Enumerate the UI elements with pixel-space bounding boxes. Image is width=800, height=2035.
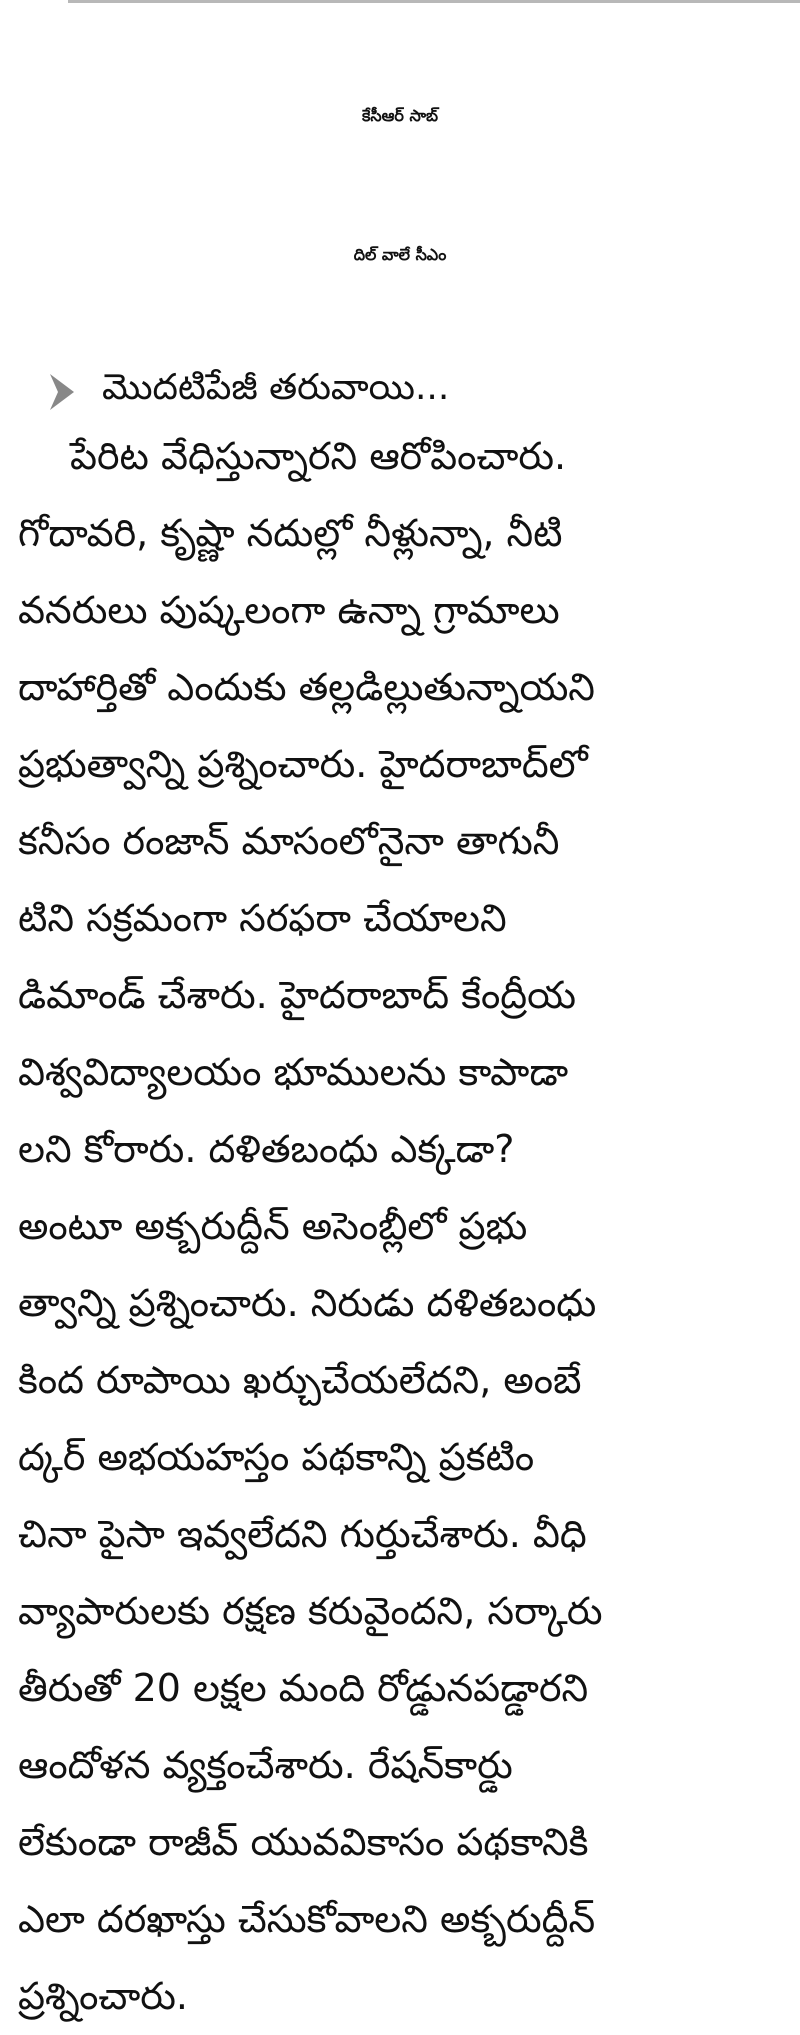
body-line: లేకుండా రాజీవ్ యువవికాసం పథకానికి bbox=[18, 1820, 589, 1864]
continuation-label: మొదటిపేజీ తరువాయి... bbox=[102, 367, 450, 408]
headline-line-2: దిల్ వాలే సీఎం bbox=[353, 245, 447, 264]
body-line: టిని సక్రమంగా సరఫరా చేయాలని bbox=[18, 896, 507, 940]
body-line: ప్రభుత్వాన్ని ప్రశ్నించారు. హైదరాబాద్‌లో bbox=[18, 742, 588, 786]
continuation-marker bbox=[48, 364, 449, 420]
body-line: ప్రశ్నించారు. bbox=[18, 1974, 189, 2018]
body-line: వనరులు పుష్కలంగా ఉన్నా గ్రామాలు bbox=[18, 588, 560, 632]
body-line: దాహార్తితో ఎందుకు తల్లడిల్లుతున్నాయని bbox=[18, 665, 595, 709]
top-rule bbox=[68, 0, 800, 3]
body-line: లని కోరారు. దళితబంధు ఎక్కడా? bbox=[18, 1127, 515, 1171]
body-line: త్వాన్ని ప్రశ్నించారు. నిరుడు దళితబంధు bbox=[18, 1281, 597, 1325]
body-line: డిమాండ్ చేశారు. హైదరాబాద్ కేంద్రీయ bbox=[18, 973, 576, 1017]
body-line: ఆందోళన వ్యక్తంచేశారు. రేషన్‌కార్డు bbox=[18, 1743, 513, 1787]
body-line: వ్యాపారులకు రక్షణ కరువైందని, సర్కారు bbox=[18, 1589, 603, 1633]
body-line: ద్కర్ అభయహస్తం పథకాన్ని ప్రకటిం bbox=[18, 1435, 535, 1479]
body-line: తీరుతో 20 లక్షల మంది రోడ్డునపడ్డారని bbox=[18, 1666, 589, 1710]
body-line: పేరిట వేధిస్తున్నారని ఆరోపించారు. bbox=[70, 434, 567, 478]
chevron-right-icon bbox=[48, 372, 76, 412]
body-line: ఎలా దరఖాస్తు చేసుకోవాలని అక్బరుద్దీన్ bbox=[18, 1897, 596, 1941]
headline-line-1: కేసీఆర్ సాబ్ bbox=[362, 106, 438, 125]
body-line: చినా పైసా ఇవ్వలేదని గుర్తుచేశారు. వీధి bbox=[18, 1512, 587, 1556]
body-line: విశ్వవిద్యాలయం భూములను కాపాడా bbox=[18, 1050, 569, 1094]
body-line: కింద రూపాయి ఖర్చుచేయలేదని, అంబే bbox=[18, 1358, 582, 1402]
article-body bbox=[18, 418, 796, 2035]
body-line: కనీసం రంజాన్ మాసంలోనైనా తాగునీ bbox=[18, 819, 560, 863]
body-line: అంటూ అక్బరుద్దీన్ అసెంబ్లీలో ప్రభు bbox=[18, 1204, 528, 1248]
body-line: గోదావరి, కృష్ణా నదుల్లో నీళ్లున్నా, నీటి bbox=[18, 511, 563, 555]
